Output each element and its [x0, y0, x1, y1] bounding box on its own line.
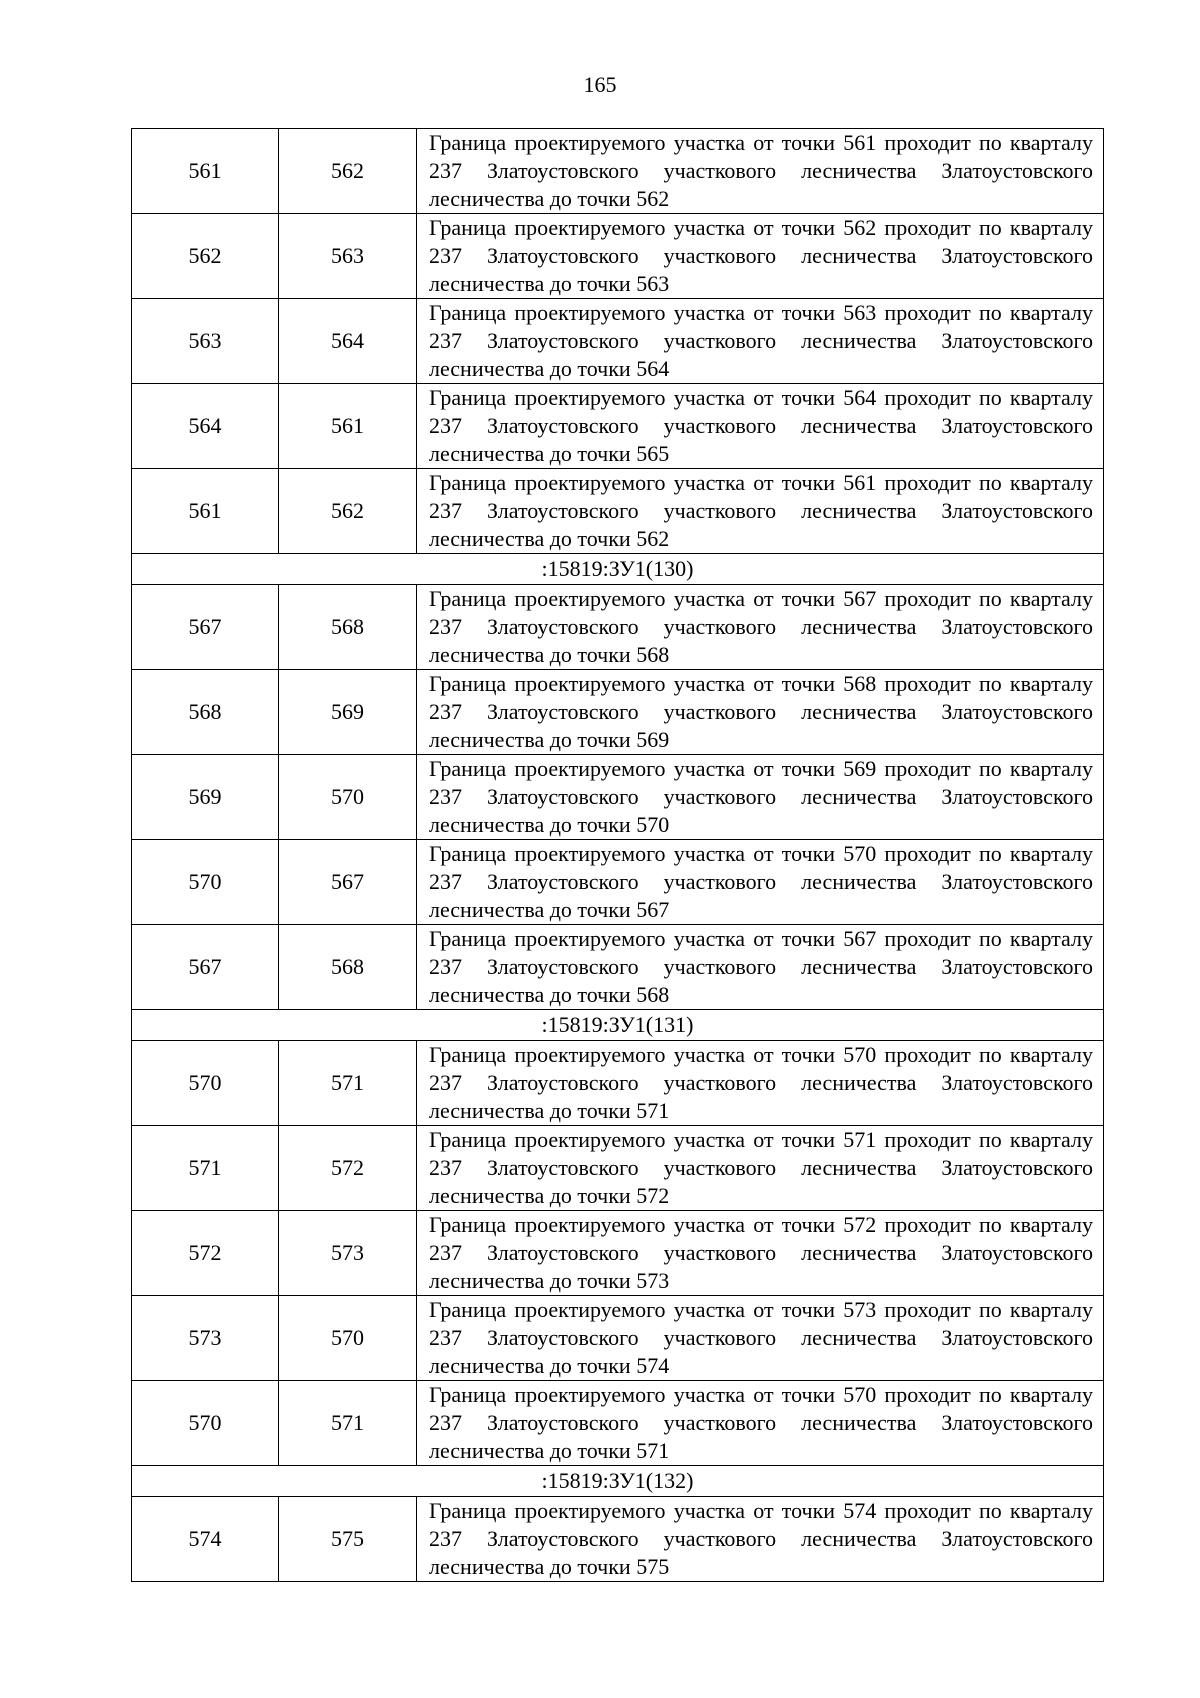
to-point-cell: 573 — [279, 1211, 417, 1296]
table-row — [132, 925, 1104, 1010]
section-header-row — [132, 1466, 1104, 1497]
from-point-cell: 574 — [132, 1497, 279, 1582]
to-point-cell: 562 — [279, 469, 417, 554]
description-cell: Граница проектируемого участка от точки 571 проходит по кварталу 237 Златоустовского участкового лесничества Златоустовского лесничества до точки 572 — [417, 1126, 1104, 1211]
from-point-cell: 561 — [132, 129, 279, 214]
from-point-cell: 568 — [132, 670, 279, 755]
section-header: :15819:ЗУ1(132) — [132, 1466, 1104, 1497]
to-point-cell: 569 — [279, 670, 417, 755]
page-number: 165 — [583, 72, 617, 97]
description-cell: Граница проектируемого участка от точки 563 проходит по кварталу 237 Златоустовского участкового лесничества Златоустовского лесничества до точки 564 — [417, 299, 1104, 384]
to-point-cell: 568 — [279, 925, 417, 1010]
description-cell: Граница проектируемого участка от точки 568 проходит по кварталу 237 Златоустовского участкового лесничества Златоустовского лесничества до точки 569 — [417, 670, 1104, 755]
to-point-cell: 570 — [279, 1296, 417, 1381]
from-point-cell: 561 — [132, 469, 279, 554]
from-point-cell: 570 — [132, 1381, 279, 1466]
description-cell: Граница проектируемого участка от точки 570 проходит по кварталу 237 Златоустовского участкового лесничества Златоустовского лесничества до точки 571 — [417, 1381, 1104, 1466]
description-cell: Граница проектируемого участка от точки 569 проходит по кварталу 237 Златоустовского участкового лесничества Златоустовского лесничества до точки 570 — [417, 755, 1104, 840]
section-header: :15819:ЗУ1(130) — [132, 554, 1104, 585]
from-point-cell: 571 — [132, 1126, 279, 1211]
to-point-cell: 563 — [279, 214, 417, 299]
table-row — [132, 840, 1104, 925]
from-point-cell: 569 — [132, 755, 279, 840]
description-cell: Граница проектируемого участка от точки 564 проходит по кварталу 237 Златоустовского участкового лесничества Златоустовского лесничества до точки 565 — [417, 384, 1104, 469]
table-row — [132, 670, 1104, 755]
from-point-cell: 572 — [132, 1211, 279, 1296]
description-cell: Граница проектируемого участка от точки 570 проходит по кварталу 237 Златоустовского участкового лесничества Златоустовского лесничества до точки 567 — [417, 840, 1104, 925]
from-point-cell: 573 — [132, 1296, 279, 1381]
description-cell: Граница проектируемого участка от точки 572 проходит по кварталу 237 Златоустовского участкового лесничества Златоустовского лесничества до точки 573 — [417, 1211, 1104, 1296]
section-header-row — [132, 1010, 1104, 1041]
to-point-cell: 562 — [279, 129, 417, 214]
to-point-cell: 571 — [279, 1041, 417, 1126]
description-cell: Граница проектируемого участка от точки 562 проходит по кварталу 237 Златоустовского участкового лесничества Златоустовского лесничества до точки 563 — [417, 214, 1104, 299]
table-row — [132, 384, 1104, 469]
table-row — [132, 585, 1104, 670]
table-row — [132, 1381, 1104, 1466]
table-row — [132, 214, 1104, 299]
from-point-cell: 567 — [132, 585, 279, 670]
table-row — [132, 1497, 1104, 1582]
from-point-cell: 567 — [132, 925, 279, 1010]
to-point-cell: 570 — [279, 755, 417, 840]
section-header: :15819:ЗУ1(131) — [132, 1010, 1104, 1041]
table-row — [132, 469, 1104, 554]
section-header-row — [132, 554, 1104, 585]
description-cell: Граница проектируемого участка от точки 567 проходит по кварталу 237 Златоустовского участкового лесничества Златоустовского лесничества до точки 568 — [417, 925, 1104, 1010]
description-cell: Граница проектируемого участка от точки 567 проходит по кварталу 237 Златоустовского участкового лесничества Златоустовского лесничества до точки 568 — [417, 585, 1104, 670]
from-point-cell: 570 — [132, 1041, 279, 1126]
description-cell: Граница проектируемого участка от точки 570 проходит по кварталу 237 Златоустовского участкового лесничества Златоустовского лесничества до точки 571 — [417, 1041, 1104, 1126]
table-row — [132, 299, 1104, 384]
from-point-cell: 563 — [132, 299, 279, 384]
to-point-cell: 568 — [279, 585, 417, 670]
to-point-cell: 572 — [279, 1126, 417, 1211]
boundary-table — [131, 128, 1104, 1582]
to-point-cell: 561 — [279, 384, 417, 469]
to-point-cell: 575 — [279, 1497, 417, 1582]
description-cell: Граница проектируемого участка от точки 573 проходит по кварталу 237 Златоустовского участкового лесничества Златоустовского лесничества до точки 574 — [417, 1296, 1104, 1381]
table-row — [132, 1041, 1104, 1126]
description-cell: Граница проектируемого участка от точки 561 проходит по кварталу 237 Златоустовского участкового лесничества Златоустовского лесничества до точки 562 — [417, 469, 1104, 554]
table-row — [132, 129, 1104, 214]
table-row — [132, 1211, 1104, 1296]
to-point-cell: 567 — [279, 840, 417, 925]
to-point-cell: 564 — [279, 299, 417, 384]
description-cell: Граница проектируемого участка от точки 561 проходит по кварталу 237 Златоустовского участкового лесничества Златоустовского лесничества до точки 562 — [417, 129, 1104, 214]
from-point-cell: 562 — [132, 214, 279, 299]
from-point-cell: 570 — [132, 840, 279, 925]
description-cell: Граница проектируемого участка от точки 574 проходит по кварталу 237 Златоустовского участкового лесничества Златоустовского лесничества до точки 575 — [417, 1497, 1104, 1582]
from-point-cell: 564 — [132, 384, 279, 469]
table-row — [132, 755, 1104, 840]
table-row — [132, 1296, 1104, 1381]
to-point-cell: 571 — [279, 1381, 417, 1466]
table-row — [132, 1126, 1104, 1211]
